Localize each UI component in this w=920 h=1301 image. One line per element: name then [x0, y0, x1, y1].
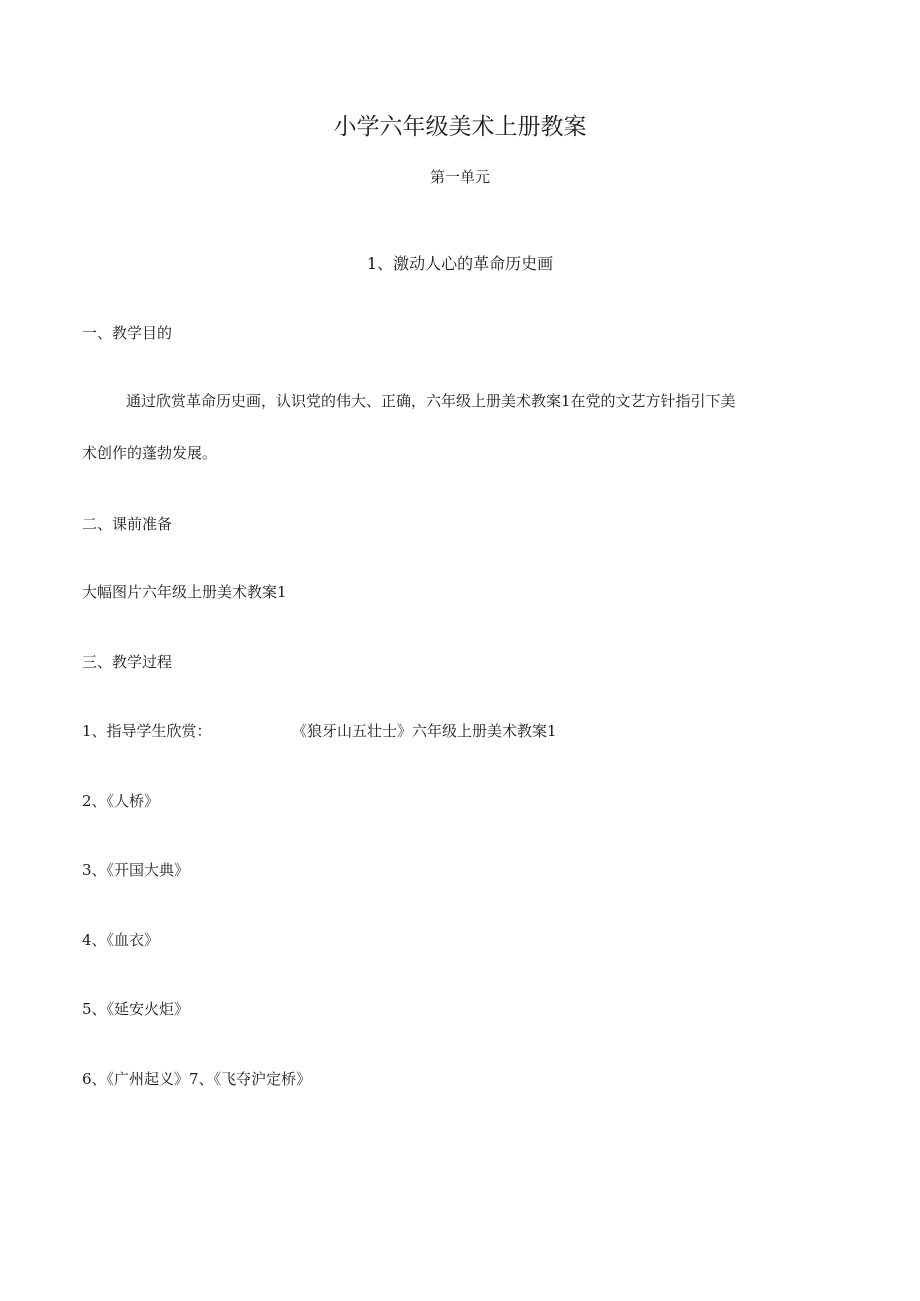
process-item-3: 3、《开国大典》	[82, 861, 190, 879]
section-heading-process: 三、教学过程	[82, 653, 173, 671]
objectives-paragraph-line2: 术创作的蓬勃发展。	[82, 444, 218, 462]
process-item-1-label: 1、指导学生欣赏：	[82, 722, 212, 740]
preparation-text: 大幅图片六年级上册美术教案1	[82, 583, 287, 601]
process-item-2: 2、《人桥》	[82, 792, 160, 810]
section-heading-preparation: 二、课前准备	[82, 515, 173, 533]
objectives-paragraph-line1: 通过欣赏革命历史画，认识党的伟大、正确，六年级上册美术教案1在党的文艺方针指引下美	[126, 392, 736, 410]
lesson-title: 1、激动人心的革命历史画	[366, 254, 554, 273]
process-item-1-work: 《狼牙山五壮士》六年级上册美术教案1	[292, 722, 557, 740]
unit-heading: 第一单元	[429, 168, 490, 186]
process-item-5: 5、《延安火炬》	[82, 1000, 190, 1018]
section-heading-objectives: 一、教学目的	[82, 324, 173, 342]
document-title: 小学六年级美术上册教案	[333, 114, 587, 140]
process-item-1	[82, 722, 557, 740]
process-item-4: 4、《血衣》	[82, 931, 160, 949]
process-item-6: 6、《广州起义》7、《飞夺沪定桥》	[82, 1070, 312, 1088]
